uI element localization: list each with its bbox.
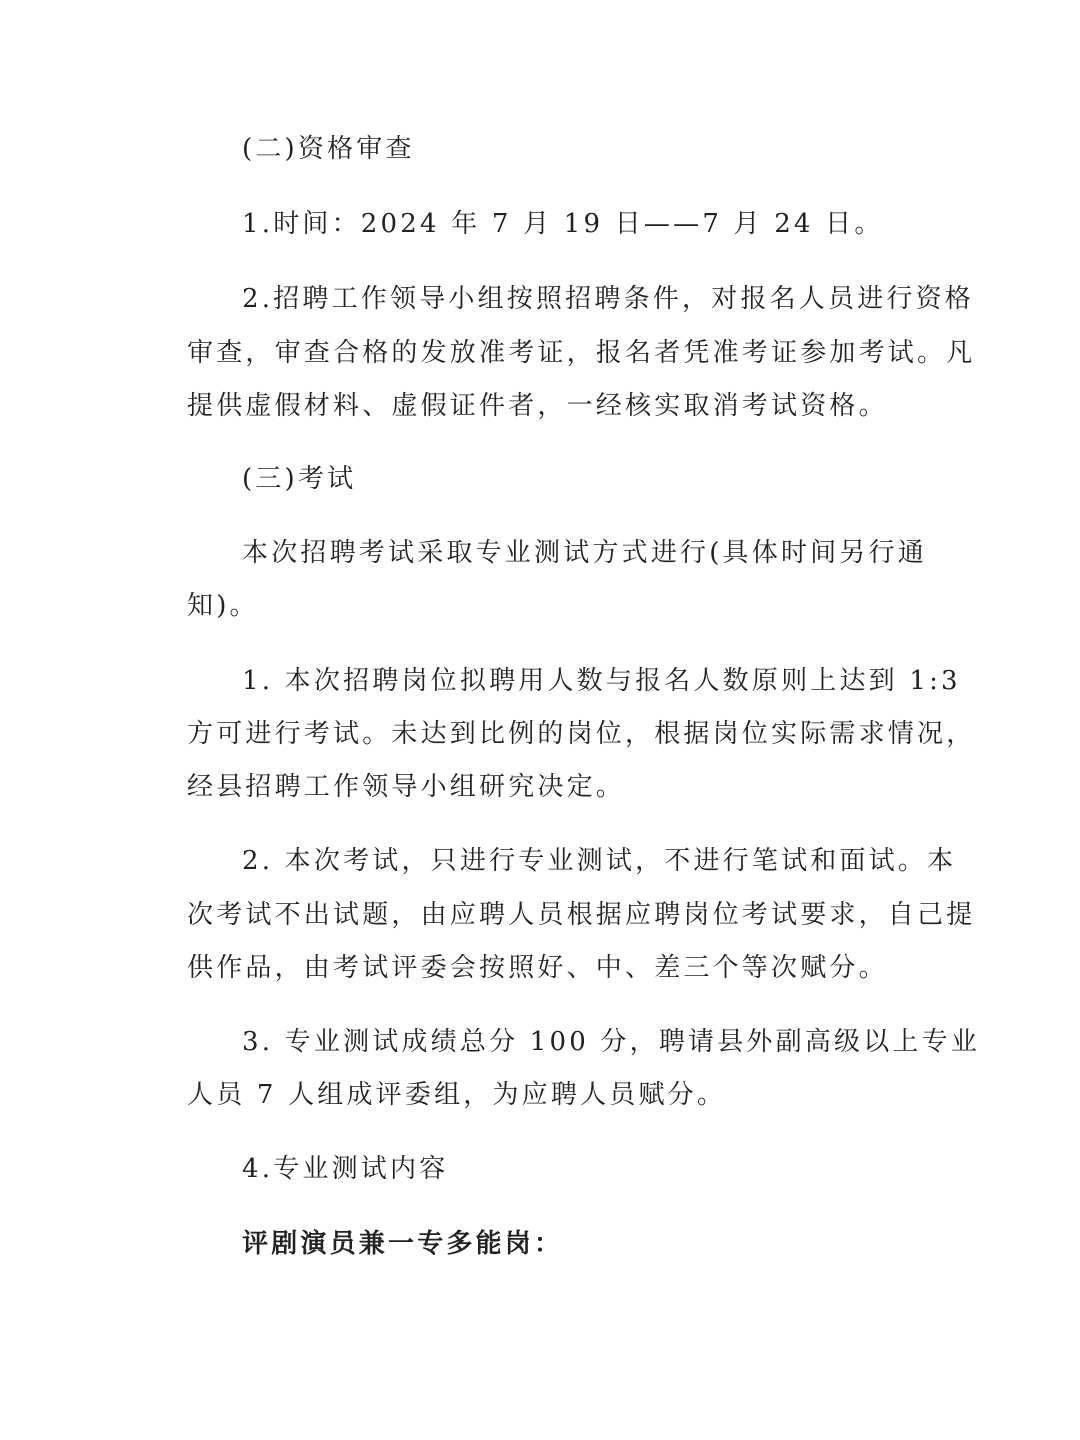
paragraph-item-4: 4.专业测试内容 (242, 1154, 449, 1184)
paragraph-item-1-line-3: 经县招聘工作领导小组研究决定。 (187, 772, 626, 802)
paragraph-review-line-1: 2.招聘工作领导小组按照招聘条件，对报名人员进行资格 (242, 284, 975, 314)
paragraph-item-3-line-2: 人员 7 人组成评委组，为应聘人员赋分。 (187, 1080, 727, 1110)
paragraph-exam-method-line-2: 知)。 (187, 591, 259, 621)
section-heading-exam: (三)考试 (242, 464, 357, 494)
paragraph-item-1-line-2: 方可进行考试。未达到比例的岗位，根据岗位实际需求情况， (187, 719, 976, 749)
subheading-position: 评剧演员兼一专多能岗： (242, 1229, 564, 1259)
paragraph-item-1-line-1: 1. 本次招聘岗位拟聘用人数与报名人数原则上达到 1:3 (242, 666, 961, 696)
section-heading-qualification-review: (二)资格审查 (242, 134, 415, 164)
paragraph-item-3-line-1: 3. 专业测试成绩总分 100 分，聘请县外副高级以上专业 (242, 1027, 981, 1057)
paragraph-time: 1.时间：2024 年 7 月 19 日——7 月 24 日。 (242, 209, 884, 239)
paragraph-review-line-2: 审查，审查合格的发放准考证，报名者凭准考证参加考试。凡 (187, 338, 976, 368)
paragraph-item-2-line-3: 供作品，由考试评委会按照好、中、差三个等次赋分。 (187, 953, 888, 983)
paragraph-review-line-3: 提供虚假材料、虚假证件者，一经核实取消考试资格。 (187, 391, 888, 421)
paragraph-item-2-line-2: 次考试不出试题，由应聘人员根据应聘岗位考试要求，自己提 (187, 900, 976, 930)
paragraph-item-2-line-1: 2. 本次考试，只进行专业测试，不进行笔试和面试。本 (242, 846, 957, 876)
paragraph-exam-method-line-1: 本次招聘考试采取专业测试方式进行(具体时间另行通 (242, 538, 927, 568)
